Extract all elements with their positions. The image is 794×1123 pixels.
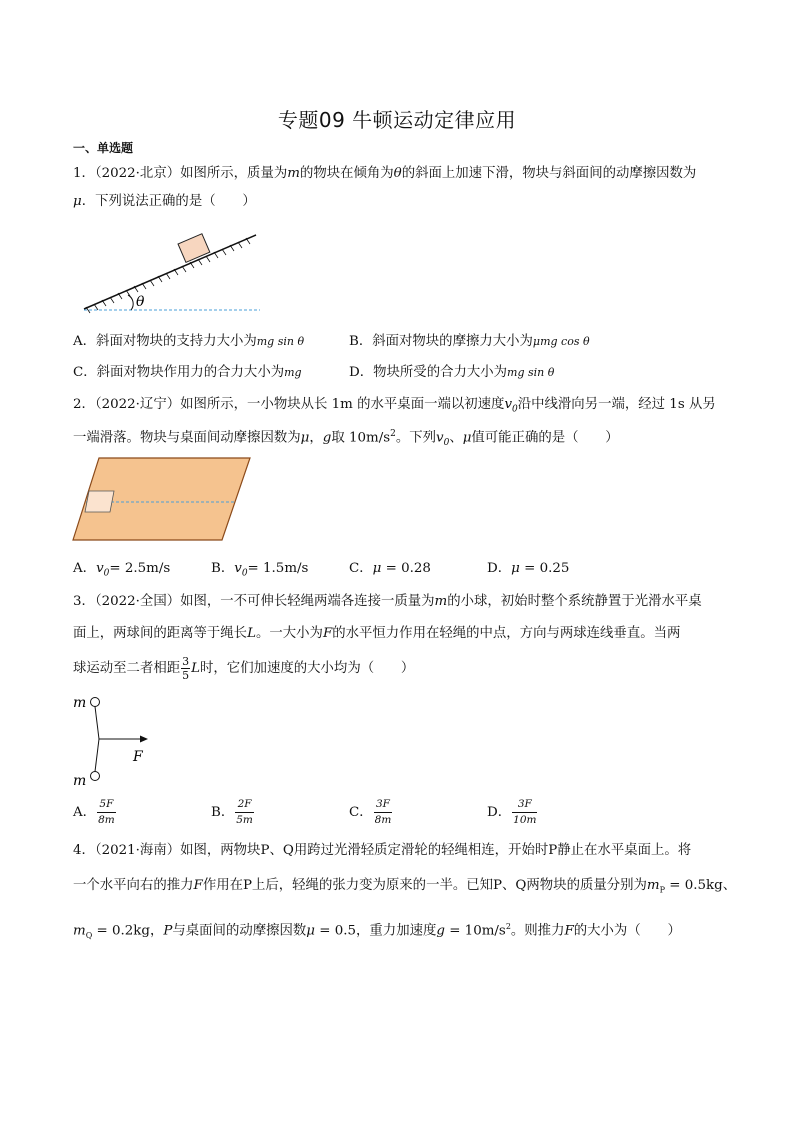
q2-table-figure — [70, 455, 260, 545]
q3-option-a[interactable]: A． $\frac{5F}{8m}$ — [73, 798, 115, 826]
q2-option-b[interactable]: B．$v_0= 1.5m/s$ — [211, 561, 309, 579]
mass-top-label: m — [73, 695, 87, 711]
q1-option-a[interactable]: A．斜面对物块的支持力大小为mg sin θ — [73, 334, 305, 349]
ball-top — [91, 698, 100, 707]
ball-bottom — [91, 772, 100, 781]
q3-line3: 球运动至二者相距 $\frac{3}{5}$ L时，它们加速度的大小均为（ ） — [73, 655, 415, 682]
page-title: 专题09 牛顿运动定律应用 — [277, 108, 517, 132]
q4-line1: 4．（2021·海南）如图，两物块P、Q用跨过光滑轻质定滑轮的轻绳相连，开始时P静止在水平桌面上。将 — [73, 843, 692, 858]
small-block — [85, 491, 114, 512]
angle-theta-label: θ — [136, 294, 145, 310]
q3-line1: 3．（2022·全国）如图，一不可伸长轻绳两端各连接一质量为m的小球，初始时整个系统静置于光滑水平桌 — [73, 594, 702, 609]
force-label: F — [133, 749, 143, 765]
q2-option-d[interactable]: D．μ = 0.25 — [487, 561, 570, 576]
incline-hatching — [86, 238, 250, 313]
q1-line2: μ．下列说法正确的是（ ） — [73, 194, 256, 209]
q4-line3: $m_Q = 0.2kg$，P与桌面间的动摩擦因数μ = 0.5，重力加速度$g = 10m/s^2$。则推力F的大小为（ ） — [73, 922, 681, 941]
mass-bottom-label: m — [73, 773, 87, 789]
q1-option-d[interactable]: D．物块所受的合力大小为mg sin θ — [349, 365, 555, 380]
incline-block — [178, 234, 210, 263]
q1-incline-figure — [80, 225, 265, 317]
q4-line2: 一个水平向右的推力F作用在P上后，轻绳的张力变为原来的一半。已知P、Q两物块的质量分别为$m_P = 0.5kg$、 — [73, 878, 737, 895]
q1-line1: 1．（2022·北京）如图所示，质量为m的物块在倾角为θ的斜面上加速下滑，物块与斜面间的动摩擦因数为 — [73, 166, 697, 181]
q2-line1: 2．（2022·辽宁）如图所示，一小物块从长 1m 的水平桌面一端以初速度$v_0$沿中线滑向另一端，经过 1s 从另 — [73, 397, 716, 415]
section-heading: 一、单选题 — [73, 141, 134, 155]
q2-option-a[interactable]: A．$v_0= 2.5m/s$ — [73, 561, 171, 579]
angle-arc — [128, 295, 133, 310]
q3-option-c[interactable]: C． $\frac{3F}{8m}$ — [349, 798, 392, 826]
incline-surface — [84, 235, 256, 309]
q2-option-c[interactable]: C．μ = 0.28 — [349, 561, 431, 576]
rope-lower — [95, 739, 99, 772]
q1-option-c[interactable]: C．斜面对物块作用力的合力大小为mg — [73, 365, 302, 380]
q3-line2: 面上，两球间的距离等于绳长L。一大小为F的水平恒力作用在轻绳的中点，方向与两球连线垂直。当两 — [73, 626, 681, 641]
rope-upper — [95, 707, 99, 740]
force-arrowhead — [140, 736, 148, 743]
q3-option-b[interactable]: B． $\frac{2F}{5m}$ — [211, 798, 253, 826]
q1-option-b[interactable]: B．斜面对物块的摩擦力大小为μmg cos θ — [349, 334, 590, 349]
q2-line2: 一端滑落。物块与桌面间动摩擦因数为μ，g取 $10m/s^2$。下列$v_0$、μ值可能正确的是（ ） — [73, 429, 619, 449]
fraction-3-5: $\frac{3}{5}$ — [182, 655, 190, 682]
q3-option-d[interactable]: D． $\frac{3F}{10m}$ — [487, 798, 537, 826]
q3-rope-figure — [70, 690, 160, 790]
